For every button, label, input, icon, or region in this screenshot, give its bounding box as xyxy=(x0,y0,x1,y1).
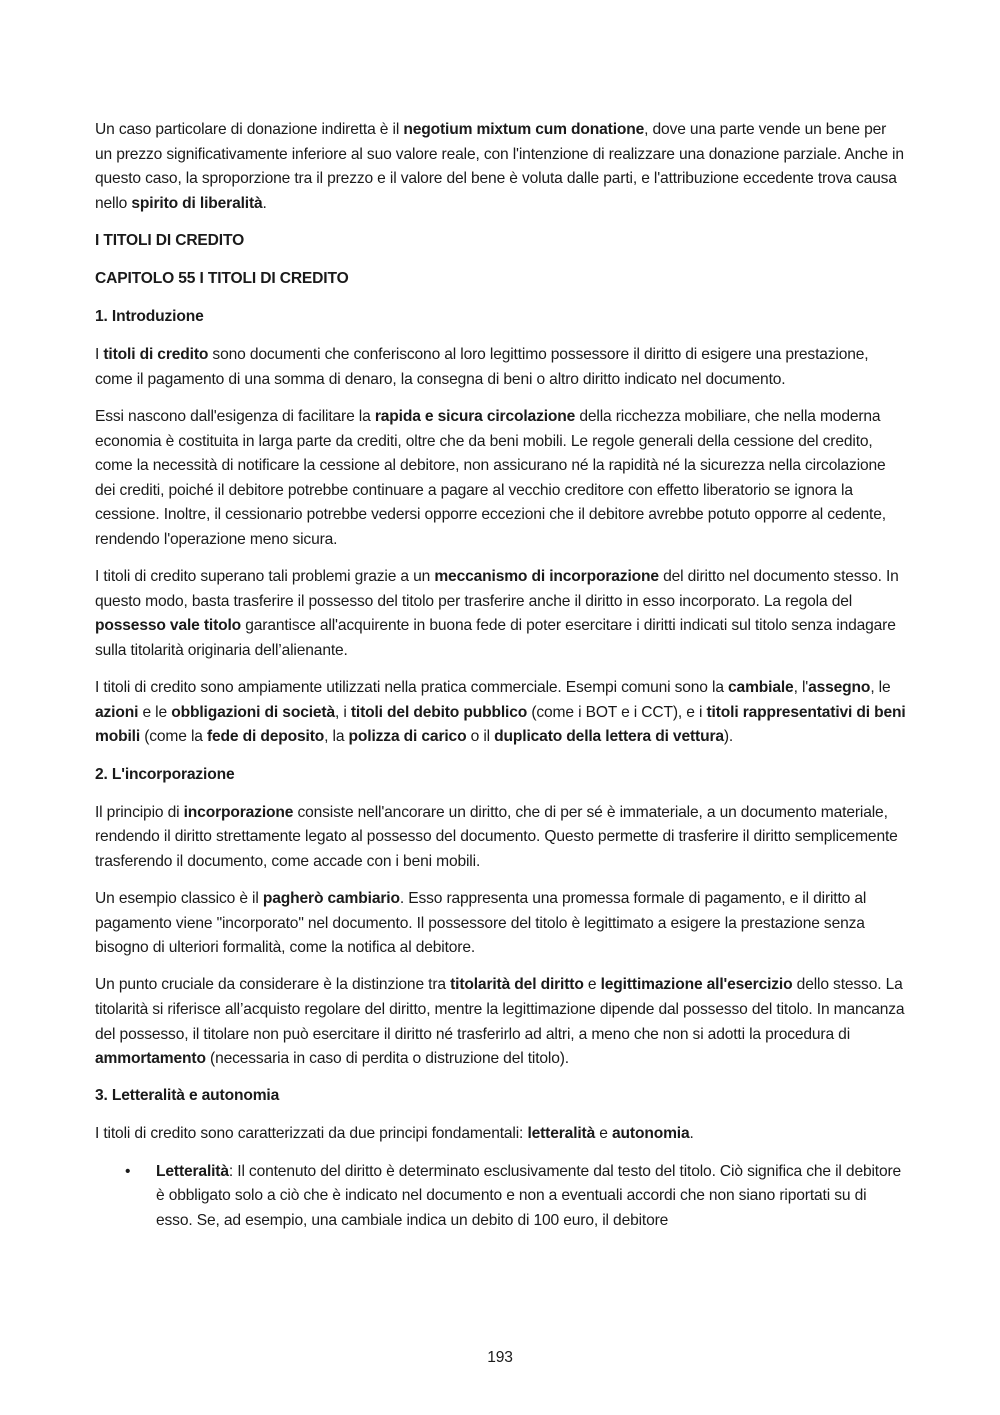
text-run: della ricchezza mobiliare, che nella moderna economia è costituita in larga parte da crediti, oltre che da beni mobili. Le regole generali della cessione del credito, come la necessità di notificare la cessione al debitore, non assicurano né la rapidità né la sicurezza nella circolazione dei crediti, poiché il debitore potrebbe continuare a pagare al vecchio creditore con effetto liberatorio se ignora la cessione. Inoltre, il cessionario potrebbe vedersi opporre eccezioni che il debitore avrebbe potuto opporre al cedente, rendendo l'operazione meno sicura. xyxy=(95,408,886,548)
text-run: I xyxy=(95,346,104,364)
text-run: ). xyxy=(723,728,734,746)
paragraph xyxy=(95,565,907,663)
section-heading xyxy=(95,305,907,330)
bold-term: titoli di credito xyxy=(103,346,209,364)
text-run: Essi nascono dall'esigenza di facilitare la xyxy=(95,408,375,426)
text-run: Un caso particolare di donazione indiretta è il xyxy=(95,121,404,138)
bold-term: Letteralità xyxy=(156,1162,229,1180)
bullet-list xyxy=(95,1160,907,1234)
paragraph xyxy=(95,887,907,961)
text-run: : Il contenuto del diritto è determinato esclusivamente dal testo del titolo. Ciò significa che il debitore è obbligato solo a ciò che è indicato nel documento e non a eventuali accordi che non siano riportati su di esso. Se, ad esempio, una cambiale indica un debito di 100 euro, il debitore xyxy=(156,1162,902,1229)
text-run: garantisce all'acquirente in buona fede di poter esercitare i diritti indicati sul titolo senza indagare sulla titolarità originaria dell’alienante. xyxy=(95,617,896,659)
section-heading xyxy=(95,229,907,254)
text-run: o il xyxy=(466,728,495,746)
text-run: I titoli di credito superano tali problemi grazie a un xyxy=(95,568,435,586)
bold-term: assegno xyxy=(808,679,871,697)
bold-term: pagherò cambiario xyxy=(262,890,400,907)
text-run: Un punto cruciale da considerare è la distinzione tra xyxy=(95,976,451,994)
text-run: . xyxy=(689,1125,694,1143)
text-run: CAPITOLO 55 I TITOLI DI CREDITO xyxy=(95,270,349,288)
text-run: Il principio di xyxy=(95,803,184,821)
text-run: e le xyxy=(138,703,172,721)
paragraph xyxy=(95,405,907,553)
paragraph xyxy=(95,801,907,875)
text-run: , le xyxy=(870,679,891,697)
bold-term: possesso vale titolo xyxy=(95,617,242,635)
paragraph xyxy=(95,343,907,392)
text-run: (come la xyxy=(140,728,207,746)
text-run: , dove una parte vende un bene per un prezzo significativamente inferiore al suo valore reale, con l'intenzione di realizzare una donazione parziale. Anche in questo caso, la sproporzione tra il prezzo e il valore del bene è voluta dalle parti, e l'attribuzione eccedente trova causa nello xyxy=(95,121,904,212)
bold-term: meccanismo di incorporazione xyxy=(434,568,659,586)
list-item xyxy=(95,1160,907,1234)
text-run: , i xyxy=(334,703,351,721)
bold-term: obbligazioni di società xyxy=(171,703,335,721)
bold-term: titolarità del diritto xyxy=(450,976,584,994)
bold-term: rapida e sicura circolazione xyxy=(374,408,576,426)
section-heading xyxy=(95,1084,907,1109)
text-run: 3. Letteralità e autonomia xyxy=(95,1087,280,1105)
bullet-icon: • xyxy=(125,1162,131,1180)
paragraph xyxy=(95,676,907,750)
bold-term: cambiale xyxy=(728,679,794,697)
bold-term: letteralità xyxy=(527,1125,596,1143)
text-run: 1. Introduzione xyxy=(95,308,204,326)
text-run: Un esempio classico è il xyxy=(95,890,263,907)
bold-term: titoli del debito pubblico xyxy=(350,703,528,721)
text-run: 2. L'incorporazione xyxy=(95,765,235,783)
text-run: I titoli di credito sono caratterizzati da due principi fondamentali: xyxy=(95,1125,528,1143)
text-run: (come i BOT e i CCT), e i xyxy=(527,703,707,721)
bold-term: autonomia xyxy=(612,1125,690,1143)
text-run: del diritto nel documento stesso. In questo modo, basta trasferire il possesso del titolo per trasferire anche il diritto in esso incorporato. La regola del xyxy=(95,568,899,610)
text-run: . xyxy=(262,194,267,212)
bold-term: legittimazione all'esercizio xyxy=(600,976,793,994)
bold-term: incorporazione xyxy=(183,803,294,821)
text-run: consiste nell'ancorare un diritto, che di per sé è immateriale, a un documento materiale, rendendo il diritto strettamente legato al possesso del documento. Questo permette di trasferire il diritto semplicemente trasferendo il documento, come accade con i beni mobili. xyxy=(95,803,898,870)
text-run: dello stesso. La titolarità si riferisce all’acquisto regolare del diritto, mentre la legittimazione dipende dal possesso del titolo. In mancanza del possesso, il titolare non può esercitare il diritto né trasferirlo ad altri, a meno che non si adotti la procedura di xyxy=(95,976,905,1043)
section-heading xyxy=(95,763,907,788)
text-run: I TITOLI DI CREDITO xyxy=(95,231,245,249)
text-run: I titoli di credito sono ampiamente utilizzati nella pratica commerciale. Esempi comuni sono la xyxy=(95,679,729,697)
text-run: . Esso rappresenta una promessa formale di pagamento, e il diritto al pagamento viene "incorporato" nel documento. Il possessore del titolo è legittimato a esigere la prestazione senza bisogno di ulteriori formalità, come la notifica al debitore. xyxy=(95,890,867,957)
bold-term: negotium mixtum cum donatione xyxy=(403,121,645,138)
bold-term: polizza di carico xyxy=(348,728,467,746)
paragraph xyxy=(95,118,907,216)
text-run: , la xyxy=(324,728,349,746)
text-run: e xyxy=(595,1125,613,1143)
bold-term: duplicato della lettera di vettura xyxy=(494,728,724,746)
bold-term: titoli rappresentativi di beni mobili xyxy=(95,703,906,746)
text-run: sono documenti che conferiscono al loro legittimo possessore il diritto di esigere una prestazione, come il pagamento di una somma di denaro, la consegna di beni o altro diritto indicato nel documento. xyxy=(95,346,869,388)
section-heading xyxy=(95,267,907,292)
bold-term: azioni xyxy=(95,703,139,721)
text-run: (necessaria in caso di perdita o distruzione del titolo). xyxy=(205,1050,569,1068)
text-run: e xyxy=(583,976,601,994)
bold-term: spirito di liberalità xyxy=(131,194,263,212)
bold-term: ammortamento xyxy=(95,1050,206,1068)
paragraph xyxy=(95,1122,907,1147)
bold-term: fede di deposito xyxy=(206,728,325,746)
paragraph xyxy=(95,973,907,1071)
text-run: , l' xyxy=(793,679,809,697)
page-body xyxy=(95,118,907,1233)
page-number: 193 xyxy=(487,1349,513,1366)
